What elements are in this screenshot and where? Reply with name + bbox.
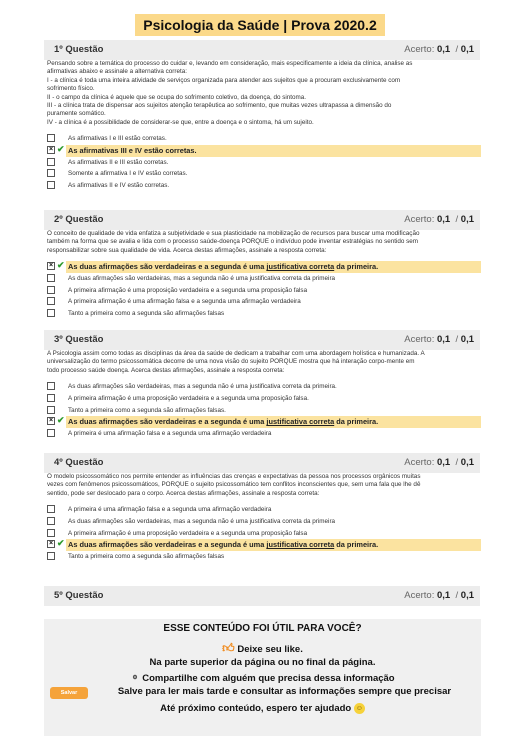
answer-text-underlined: justificativa correta <box>266 417 335 427</box>
answer-text: As afirmativas II e III estão corretas. <box>68 158 169 166</box>
answer-option[interactable] <box>47 416 481 428</box>
answer-option[interactable] <box>47 539 481 551</box>
answer-text: A primeira afirmação é uma proposição verdadeira e a segunda uma proposição falsa <box>68 286 308 294</box>
question-stem <box>47 473 481 498</box>
save-button[interactable]: Salvar <box>50 687 88 699</box>
score-got: 0,1 <box>437 590 451 601</box>
answer-checkbox[interactable] <box>47 505 55 513</box>
question-score <box>404 210 474 230</box>
stem-line: II - o campo da clínica é aquele que se ocupa do sofrimento coletivo, da doença, do sintoma. <box>47 93 307 101</box>
question-score <box>404 453 474 473</box>
answer-checkbox[interactable]: × <box>48 417 54 425</box>
question-score <box>404 330 474 350</box>
question-stem <box>47 60 481 127</box>
score-max: 0,1 <box>460 44 474 55</box>
answer-checkbox[interactable] <box>47 517 55 525</box>
answer-text-start: As duas afirmações são verdadeiras e a segunda é uma <box>68 262 267 272</box>
question-header <box>44 586 480 606</box>
score-label: Acerto: <box>404 334 435 345</box>
stem-line: O conceito de qualidade de vida enfatiza a subjetividade e sua plasticidade na mobilização de recursos para buscar uma modificação <box>47 230 420 237</box>
answer-checkbox[interactable] <box>47 309 55 317</box>
answer-text-underlined: justificativa correta <box>266 262 335 272</box>
promo-heading: ESSE CONTEÚDO FOI ÚTIL PARA VOCÊ? <box>163 623 362 634</box>
score-max: 0,1 <box>460 457 474 468</box>
thumbs-up-icon: 👍︎ <box>222 641 235 655</box>
score-label: Acerto: <box>404 44 435 55</box>
stem-line: responsabilizar sobre sua qualidade de vida. Acerca destas afirmações, assinale a resposta correta: <box>47 246 327 254</box>
question-title: 1º Questão <box>54 44 104 55</box>
promo-location: Na parte superior da página ou no final da página. <box>149 657 376 668</box>
answer-checkbox[interactable] <box>47 429 55 437</box>
score-separator: / <box>455 457 459 468</box>
stem-line: III - a clínica trata de dispensar aos sujeitos atenção terapêutica ao sofrimento, que muitas vezes ultrapassa a dimensão do <box>47 102 392 110</box>
smiley-icon: ☺ <box>355 705 363 712</box>
answer-checkbox[interactable] <box>47 552 55 560</box>
stem-line: puramente somático. <box>47 110 106 118</box>
answer-text: As duas afirmações são verdadeiras, mas a segunda não é uma justificativa correta da primeira. <box>68 383 337 391</box>
promo-box <box>44 619 481 736</box>
score-got: 0,1 <box>437 44 451 55</box>
answer-option[interactable] <box>47 145 481 157</box>
score-max: 0,1 <box>460 590 474 601</box>
score-got: 0,1 <box>437 214 451 225</box>
answer-option[interactable] <box>47 273 481 284</box>
answer-option[interactable] <box>47 504 481 515</box>
answer-text: As afirmativas II e IV estão corretas. <box>68 182 170 189</box>
promo-share-line <box>44 671 481 684</box>
score-separator: / <box>455 334 459 345</box>
answer-checkbox[interactable] <box>47 394 55 402</box>
answer-checkbox[interactable] <box>47 529 55 537</box>
stem-line: A Psicologia assim como todas as disciplinas da área da saúde de dedicam a trabalhar com uma abordagem holística e humanizada. A <box>47 350 425 357</box>
answer-option[interactable] <box>47 308 481 319</box>
stem-line: Pensando sobre a temática do processo do cuidar e, levando em consideração, mais especificamente a ideia da clínica, analise as <box>47 60 413 67</box>
answer-text <box>68 262 378 272</box>
answer-option[interactable] <box>47 393 481 404</box>
answer-option[interactable] <box>47 381 481 392</box>
answer-option[interactable] <box>47 261 481 273</box>
check-icon: ✔ <box>57 260 65 271</box>
stem-line: universalização do termo psicossomática decorre de uma nova visão do sujeito PORQUE mostra que há interação corpo-mente em <box>47 358 415 366</box>
answer-text <box>68 417 378 427</box>
answer-text: A primeira afirmação é uma afirmação falsa e a segunda uma afirmação verdadeira <box>68 298 301 306</box>
score-label: Acerto: <box>404 590 435 601</box>
answer-text: A primeira afirmação é uma proposição verdadeira e a segunda uma proposição falsa. <box>68 394 309 402</box>
answer-checkbox[interactable] <box>47 286 55 294</box>
promo-save-text: Salve para ler mais tarde e consultar as informações sempre que precisar <box>117 686 452 697</box>
answer-text: As afirmativas I e III estão corretas. <box>68 135 167 143</box>
answer-text: Somente a afirmativa I e IV estão corretas. <box>68 170 188 178</box>
answer-option[interactable] <box>47 551 481 562</box>
question-title: 3º Questão <box>54 334 104 345</box>
answer-checkbox[interactable]: × <box>48 145 54 153</box>
answer-text: As duas afirmações são verdadeiras, mas a segunda não é uma justificativa correta da primeira <box>68 274 336 282</box>
question-stem <box>47 230 481 255</box>
question-score <box>404 586 474 606</box>
question-title: 5º Questão <box>54 590 104 601</box>
answer-option[interactable] <box>47 180 481 191</box>
question-header <box>44 210 480 230</box>
answer-checkbox[interactable] <box>47 169 55 177</box>
answer-text-start: As duas afirmações são verdadeiras e a segunda é uma <box>68 417 267 427</box>
question-header <box>44 330 480 350</box>
check-icon: ✔ <box>57 415 65 426</box>
promo-next-line <box>44 703 481 714</box>
score-separator: / <box>455 590 459 601</box>
question-score <box>404 40 474 60</box>
answer-text: Tanto a primeira como a segunda são afirmações falsas <box>68 310 225 317</box>
check-icon: ✔ <box>57 143 65 154</box>
score-got: 0,1 <box>437 457 451 468</box>
stem-line: todo processo saúde doença. Acerca destas afirmações, assinale a resposta correta: <box>47 366 285 374</box>
question-title: 2º Questão <box>54 214 104 225</box>
answer-text <box>68 540 378 550</box>
answer-text: A primeira é uma afirmação falsa e a segunda uma afirmação verdadeira <box>68 506 272 514</box>
answer-checkbox[interactable]: × <box>48 262 54 270</box>
answer-text: A primeira é uma afirmação falsa e a segunda uma afirmação verdadeira <box>68 430 272 437</box>
score-separator: / <box>455 44 459 55</box>
score-label: Acerto: <box>404 214 435 225</box>
question-header <box>44 40 480 60</box>
score-max: 0,1 <box>460 214 474 225</box>
answer-checkbox[interactable] <box>47 297 55 305</box>
answer-option[interactable] <box>47 528 481 539</box>
answer-text-end: da primeira. <box>334 262 379 272</box>
answer-option[interactable] <box>47 516 481 527</box>
question-stem <box>47 350 481 375</box>
answer-text-start: As duas afirmações são verdadeiras e a segunda é uma <box>68 540 267 550</box>
stem-line: I - a clínica é toda uma inteira atividade de serviços organizada para atender aos sujeitos que a procuram exclusivamente com <box>47 76 401 84</box>
promo-next-text: Até próximo conteúdo, espero ter ajudado <box>160 703 352 715</box>
score-max: 0,1 <box>460 334 474 345</box>
score-label: Acerto: <box>404 457 435 468</box>
answer-checkbox[interactable] <box>47 274 55 282</box>
stem-line: também na forma que se avalia e lida com o processo saúde-doença PORQUE o indivíduo pode inventar estratégias no sentido sem <box>47 238 419 246</box>
promo-share-text: Compartilhe com alguém que precisa dessa informação <box>142 673 395 684</box>
answer-option[interactable] <box>47 157 481 168</box>
answer-text-end: da primeira. <box>334 417 379 427</box>
question-title: 4º Questão <box>54 457 104 468</box>
promo-like-line <box>44 641 481 656</box>
score-separator: / <box>455 214 459 225</box>
answer-option[interactable] <box>47 428 481 439</box>
stem-line: IV - a clínica é a possibilidade de considerar-se que, entre a doença e o sintoma, há um sujeito. <box>47 118 314 126</box>
stem-line: afirmativas abaixo e assinale a alternativa correta: <box>47 68 188 76</box>
answer-option[interactable] <box>47 285 481 296</box>
answer-option[interactable] <box>47 405 481 416</box>
answer-option[interactable] <box>47 168 481 179</box>
answer-checkbox[interactable] <box>47 134 55 142</box>
answer-checkbox[interactable] <box>47 158 55 166</box>
stem-line: sentido, pode ser deslocado para o corpo. Acerca destas afirmações, assinale a resposta correta: <box>47 489 320 497</box>
stem-line: O modelo psicossomático nos permite entender as influências das crenças e expectativas da pessoa nos processos orgânicos muitas <box>47 473 421 480</box>
question-header <box>44 453 480 473</box>
answer-text: A primeira afirmação é uma proposição verdadeira e a segunda uma proposição falsa <box>68 529 308 537</box>
answer-text: As afirmativas III e IV estão corretas. <box>68 145 197 155</box>
score-got: 0,1 <box>437 334 451 345</box>
answer-checkbox[interactable] <box>47 181 55 189</box>
share-icon[interactable]: ⚬ <box>130 672 140 684</box>
stem-line: sofrimento físico. <box>47 85 95 93</box>
stem-line: vezes com fenômenos psicossomáticos, PORQUE o sujeito psicossomático tem conflitos inconscientes que, sem uma fala que lhe dê <box>47 481 421 489</box>
answer-text: As duas afirmações são verdadeiras, mas a segunda não é uma justificativa correta da primeira <box>68 517 336 525</box>
promo-like-text: Deixe seu like. <box>237 644 303 655</box>
answer-option[interactable] <box>47 133 481 144</box>
answer-text: Tanto a primeira como a segunda são afirmações falsas <box>68 553 225 560</box>
answer-text-underlined: justificativa correta <box>266 540 335 550</box>
document-title: Psicologia da Saúde | Prova 2020.2 <box>135 14 385 36</box>
answer-option[interactable] <box>47 296 481 307</box>
answer-checkbox[interactable] <box>47 406 55 414</box>
check-icon: ✔ <box>57 538 65 549</box>
answer-checkbox[interactable]: × <box>48 540 54 548</box>
answer-checkbox[interactable] <box>47 382 55 390</box>
answer-text-end: da primeira. <box>334 540 379 550</box>
answer-text: Tanto a primeira como a segunda são afirmações falsas. <box>68 406 226 414</box>
